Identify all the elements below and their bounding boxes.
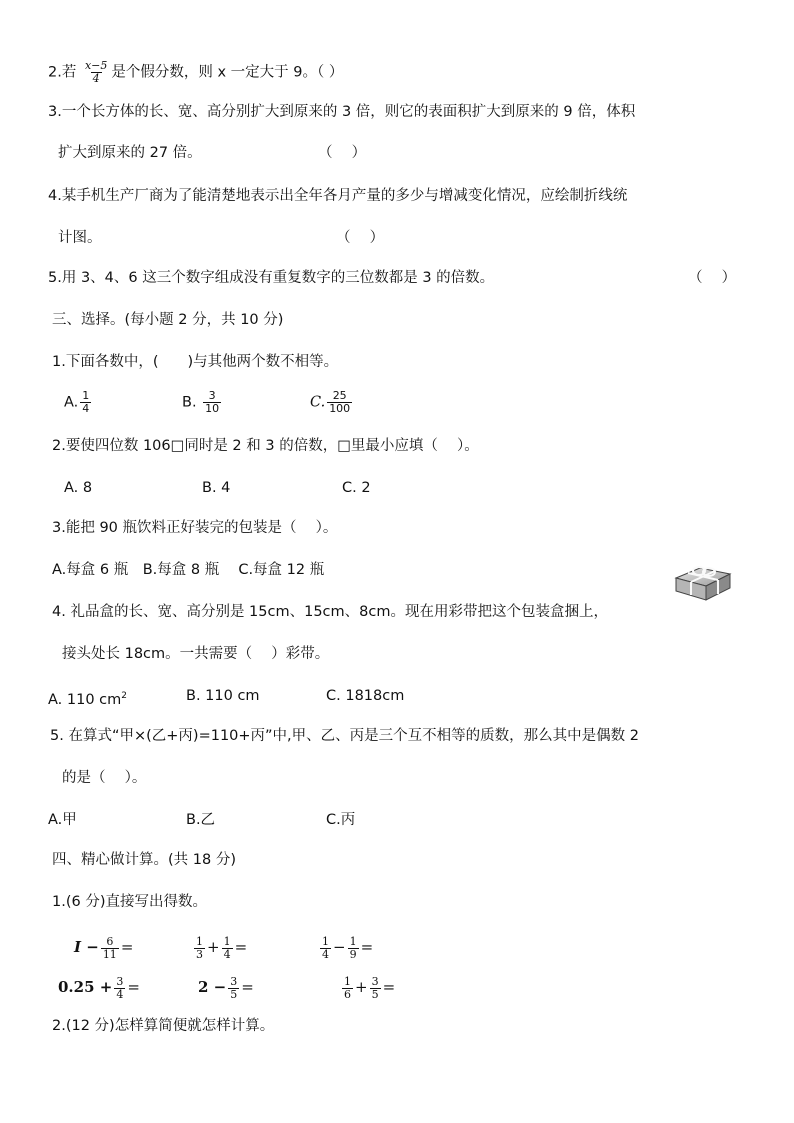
section-3-title: 三、选择。(每小题 2 分，共 10 分) <box>52 312 284 328</box>
judge-question-4-line-2: 计图。 <box>58 230 102 246</box>
choice-question-5-line-2: 的是（ ）。 <box>62 770 147 786</box>
section-4-title: 四、精心做计算。(共 18 分) <box>52 852 236 868</box>
judge-question-3-line-2: 扩大到原来的 27 倍。 <box>58 145 202 161</box>
gift-box-icon <box>672 560 734 604</box>
calc-expression-5: 2 − $\frac{3}{5}$ = <box>198 974 254 1001</box>
judge-question-3-line-1: 3.一个长方体的长、宽、高分别扩大到原来的 3 倍，则它的表面积扩大到原来的 9 倍，体积 <box>48 104 636 120</box>
choice-question-3: 3.能把 90 瓶饮料正好装完的包装是（ ）。 <box>52 520 338 536</box>
choice-3-options[interactable]: A.每盒 6 瓶 B.每盒 8 瓶 C.每盒 12 瓶 <box>52 562 325 578</box>
choice-1-option-a[interactable]: A. $\frac{1}{4}$ <box>64 389 90 415</box>
choice-question-4-line-1: 4. 礼品盒的长、宽、高分别是 15cm、15cm、8cm。现在用彩带把这个包装盒捆上， <box>52 604 608 620</box>
judge-question-2: 2.若 $\frac{x-5}{4}$ 是个假分数，则 x 一定大于 9。（ ） <box>48 59 344 85</box>
judge-question-5: 5.用 3、4、6 这三个数字组成没有重复数字的三位数都是 3 的倍数。 <box>48 270 495 286</box>
choice-1-option-c[interactable]: C. $\frac{25}{100}$ <box>310 389 351 415</box>
choice-2-option-b[interactable]: B. 4 <box>202 480 231 496</box>
calc-expression-2: $\frac{1}{3}$ + $\frac{1}{4}$ = <box>196 934 248 961</box>
calc-expression-4: 0.25 + $\frac{3}{4}$ = <box>58 974 140 1001</box>
judge-question-4-answer-paren[interactable]: （ ） <box>336 230 385 246</box>
choice-question-1: 1.下面各数中，( )与其他两个数不相等。 <box>52 354 339 370</box>
choice-question-5-line-1: 5. 在算式“甲×(乙+丙)=110+丙”中,甲、乙、丙是三个互不相等的质数，那么其中是偶数 2 <box>50 728 639 744</box>
choice-5-option-b[interactable]: B.乙 <box>186 812 216 828</box>
calc-part-1-title: 1.(6 分)直接写出得数。 <box>52 894 207 910</box>
calc-part-2-title: 2.(12 分)怎样算简便就怎样计算。 <box>52 1018 275 1034</box>
choice-5-option-c[interactable]: C.丙 <box>326 812 356 828</box>
calc-expression-6: $\frac{1}{6}$ + $\frac{3}{5}$ = <box>344 974 396 1001</box>
judge-question-5-answer-paren[interactable]: （ ） <box>688 270 737 286</box>
judge-question-4-line-1: 4.某手机生产厂商为了能清楚地表示出全年各月产量的多少与增减变化情况，应绘制折线统 <box>48 188 628 204</box>
choice-2-option-c[interactable]: C. 2 <box>342 480 371 496</box>
choice-4-option-a[interactable]: A. 110 $cm^2$ <box>48 691 127 708</box>
choice-2-option-a[interactable]: A. 8 <box>64 480 93 496</box>
fraction-x-minus-5-over-4: $\frac{x-5}{4}$ <box>84 59 108 85</box>
choice-1-option-b[interactable]: B. $\frac{3}{10}$ <box>182 389 220 415</box>
choice-question-2: 2.要使四位数 106□同时是 2 和 3 的倍数，□里最小应填（ ）。 <box>52 438 479 454</box>
choice-4-option-c[interactable]: C. 1818cm <box>326 688 405 704</box>
calc-expression-3: $\frac{1}{4}$ − $\frac{1}{9}$ = <box>322 934 374 961</box>
calc-expression-1: I − $\frac{6}{11}$ = <box>74 934 134 961</box>
choice-question-4-line-2: 接头处长 18cm。一共需要（ ）彩带。 <box>62 646 330 662</box>
judge-question-3-answer-paren[interactable]: （ ） <box>318 145 367 161</box>
choice-5-option-a[interactable]: A.甲 <box>48 812 77 828</box>
choice-4-option-b[interactable]: B. 110 cm <box>186 688 260 704</box>
